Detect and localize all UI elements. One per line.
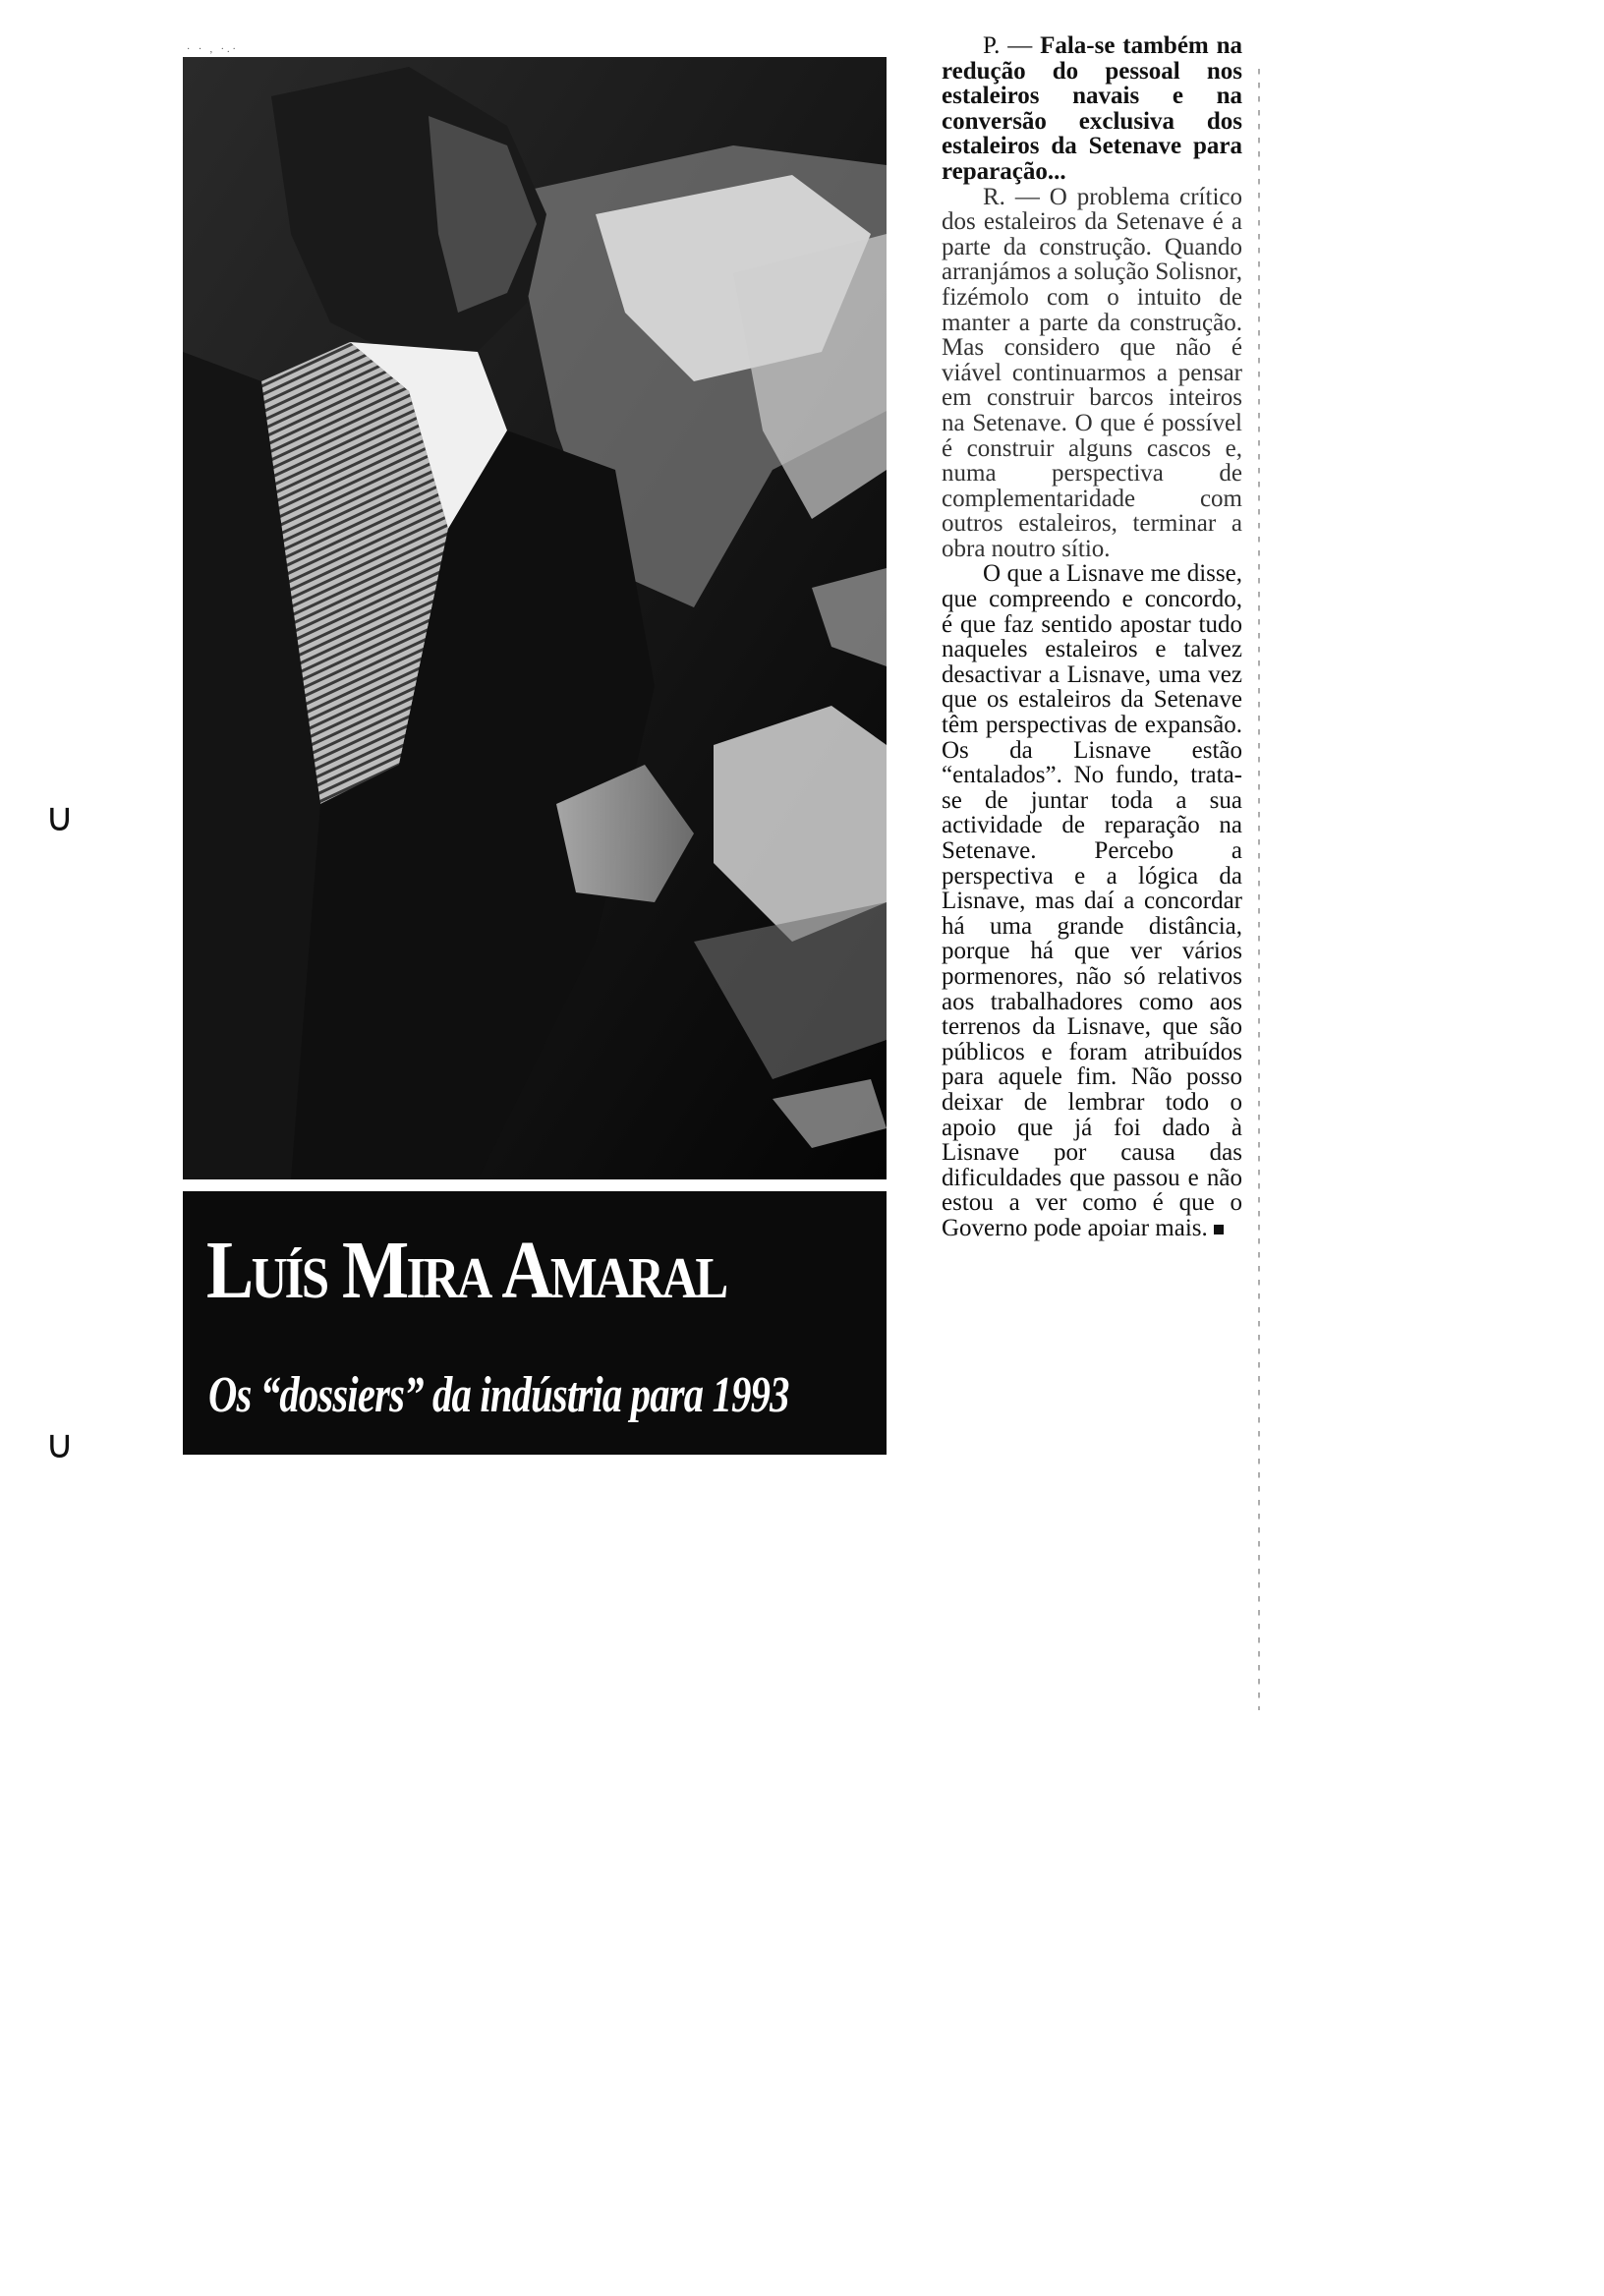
fold-line-divider (1258, 69, 1260, 1710)
crop-mark-icon: ∪ (45, 795, 75, 840)
headline-subtitle: Os “dossiers” da indústria para 1993 (208, 1367, 789, 1423)
headline-band (183, 1191, 887, 1455)
interview-answer-paragraph (942, 185, 1242, 562)
article-text-column (942, 33, 1242, 1241)
portrait-photo-image (183, 57, 887, 1179)
headline-name: Luís Mira Amaral (206, 1225, 726, 1316)
interview-answer-paragraph (942, 561, 1242, 1240)
portrait-photo (183, 57, 887, 1179)
question-label: P. — (983, 32, 1033, 59)
answer-text: O que a Lisnave me disse, que compreendo e concordo, é que faz sentido apostar tudo naqueles estaleiros e talvez desactivar a Lisnave, uma vez que os estaleiros da Setenave têm perspectivas de expansão. Os da Lisnave estão “entalados”. No fundo, trata-se de juntar toda a sua actividade de reparação na Setenave. Percebo a perspectiva e a lógica da Lisnave, mas daí a concordar há uma grande distância, porque há que ver vários pormenores, não só relativos aos trabalhadores como aos terrenos da Lisnave, que são públicos e foram atribuídos para aquele fim. Não posso deixar de lembrar todo o apoio que já foi dado à Lisnave por causa das dificuldades que passou e não estou a ver como é que o Governo pode apoiar mais. (942, 560, 1242, 1241)
answer-label: R. — (983, 183, 1040, 210)
crop-mark-icon: ∪ (45, 1422, 75, 1467)
question-text: Fala-se também na redução do pessoal nos estaleiros navais e na conversão exclusiva dos estaleiros da Setenave para reparação... (942, 32, 1243, 185)
scan-artifact-mark: · · , ·.· (187, 44, 239, 55)
answer-text: O problema crítico dos estaleiros da Setenave é a parte da construção. Quando arranjámos a solução Solisnor, fizémolo com o intuito de manter a parte da construção. Mas considero que não é viável continuarmos a pensar em construir barcos inteiros na Setenave. O que é possível é construir alguns cascos e, numa perspectiva de complementaridade com outros estaleiros, terminar a obra noutro sítio. (942, 183, 1242, 562)
interview-question (942, 33, 1242, 185)
end-of-article-icon (1214, 1225, 1224, 1234)
